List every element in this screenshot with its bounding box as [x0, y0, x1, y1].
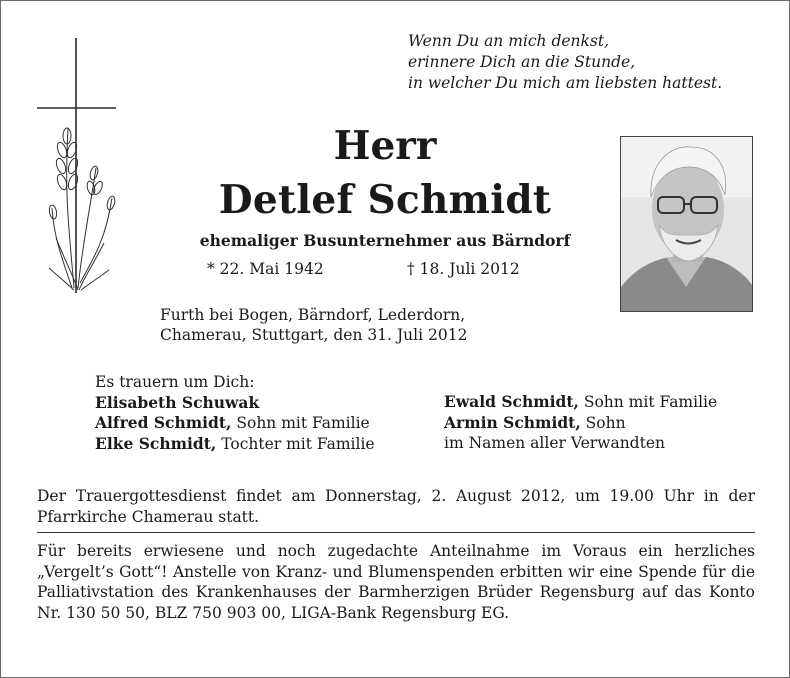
mourner-entry: [444, 413, 717, 434]
quote-line: Wenn Du an mich denkst,: [408, 32, 610, 50]
quote-line: erinnere Dich an die Stunde,: [408, 53, 636, 71]
mourner-relation: Sohn: [580, 413, 626, 432]
divider: [37, 532, 755, 533]
donation-notice: Für bereits erwiesene und noch zugedachte Anteilnahme im Voraus ein herzliches „Vergelt’s Gott“! Anstelle von Kranz- und Blumenspenden erbitten wir eine Spende für die Palliativstation des Krankenhauses der Barmherzigen Brüder Regensburg auf das Konto Nr. 130 50 50, BLZ 750 903 00, LIGA-Bank Regensburg EG.: [37, 542, 755, 622]
mourner-entry: [95, 434, 375, 455]
mourners-left: [95, 372, 375, 454]
place-line: Chamerau, Stuttgart, den 31. Juli 2012: [160, 326, 468, 344]
mourner-name: Elisabeth Schuwak: [95, 392, 260, 412]
portrait-illustration: [621, 137, 752, 311]
mourner-entry: [444, 392, 717, 413]
mourner-relation: Tochter mit Familie: [216, 434, 375, 453]
death-date: † 18. Juli 2012: [407, 260, 520, 278]
mourner-name: Alfred Schmidt,: [95, 413, 232, 432]
occupation: ehemaliger Busunternehmer aus Bärndorf: [199, 231, 571, 250]
mourner-entry: [95, 393, 375, 414]
memorial-quote: [408, 31, 768, 94]
cross-with-wheat-icon: [34, 38, 124, 298]
mourner-relation: im Namen aller Verwandten: [444, 434, 665, 452]
portrait-photo: [620, 136, 753, 312]
place-line: Furth bei Bogen, Bärndorf, Lederdorn,: [160, 306, 466, 324]
mourner-name: Ewald Schmidt,: [444, 392, 579, 411]
mourner-entry: [444, 433, 717, 454]
mourner-relation: Sohn mit Familie: [578, 393, 718, 411]
mourner-relation: Sohn mit Familie: [231, 414, 370, 432]
mourner-name: Elke Schmidt,: [95, 433, 217, 453]
salutation: Herr: [333, 123, 437, 169]
birth-date: * 22. Mai 1942: [207, 260, 324, 278]
mourners-intro: Es trauern um Dich:: [95, 373, 255, 391]
service-notice: Der Trauergottesdienst findet am Donnerstag, 2. August 2012, um 19.00 Uhr in der Pfarrkirche Chamerau statt.: [37, 487, 755, 526]
mourner-name: Armin Schmidt,: [444, 412, 581, 432]
place-and-date: [160, 305, 580, 345]
mourners-right: [444, 392, 717, 454]
mourner-entry: [95, 413, 375, 434]
deceased-name: Detlef Schmidt: [218, 177, 552, 223]
quote-line: in welcher Du mich am liebsten hattest.: [408, 74, 723, 92]
